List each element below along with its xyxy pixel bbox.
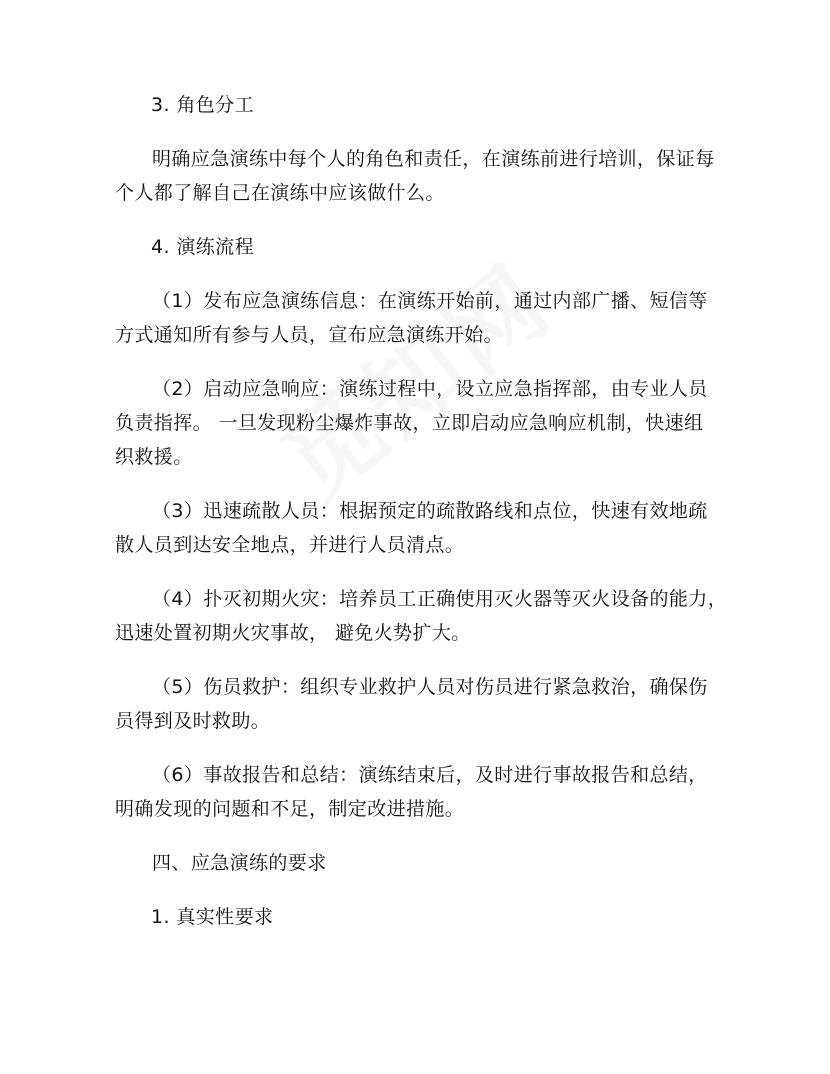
- heading-drill-process: 4. 演练流程: [151, 236, 254, 258]
- paragraph-line: 负责指挥。 一旦发现粉尘爆炸事故，立即启动应急响应机制，快速组: [115, 412, 704, 434]
- paragraph-line: 迅速处置初期火灾事故， 避免火势扩大。: [115, 622, 471, 644]
- paragraph-line: （6）事故报告和总结：演练结束后，及时进行事故报告和总结，: [152, 764, 708, 786]
- heading-drill-requirements: 四、应急演练的要求: [152, 852, 327, 874]
- paragraph-line: （3）迅速疏散人员：根据预定的疏散路线和点位，快速有效地疏: [152, 500, 708, 522]
- paragraph-line: 散人员到达安全地点，并进行人员清点。: [115, 534, 465, 556]
- heading-authenticity-requirement: 1. 真实性要求: [151, 906, 274, 928]
- heading-role-division: 3. 角色分工: [151, 94, 254, 116]
- paragraph-line: （2）启动应急响应：演练过程中，设立应急指挥部，由专业人员: [152, 378, 708, 400]
- paragraph-line: 明确发现的问题和不足，制定改进措施。: [115, 798, 465, 820]
- paragraph-line: 织救援。: [115, 446, 193, 468]
- paragraph-line: （4）扑灭初期火灾：培养员工正确使用灭火器等灭火设备的能力，: [152, 588, 728, 610]
- paragraph-line: 明确应急演练中每个人的角色和责任，在演练前进行培训，保证每: [152, 148, 715, 170]
- paragraph-line: 方式通知所有参与人员，宣布应急演练开始。: [115, 324, 504, 346]
- paragraph-line: 员得到及时救助。: [115, 710, 271, 732]
- paragraph-line: 个人都了解自己在演练中应该做什么。: [115, 182, 445, 204]
- paragraph-line: （1）发布应急演练信息：在演练开始前，通过内部广播、短信等: [152, 290, 708, 312]
- paragraph-line: （5）伤员救护：组织专业救护人员对伤员进行紧急救治，确保伤: [152, 676, 708, 698]
